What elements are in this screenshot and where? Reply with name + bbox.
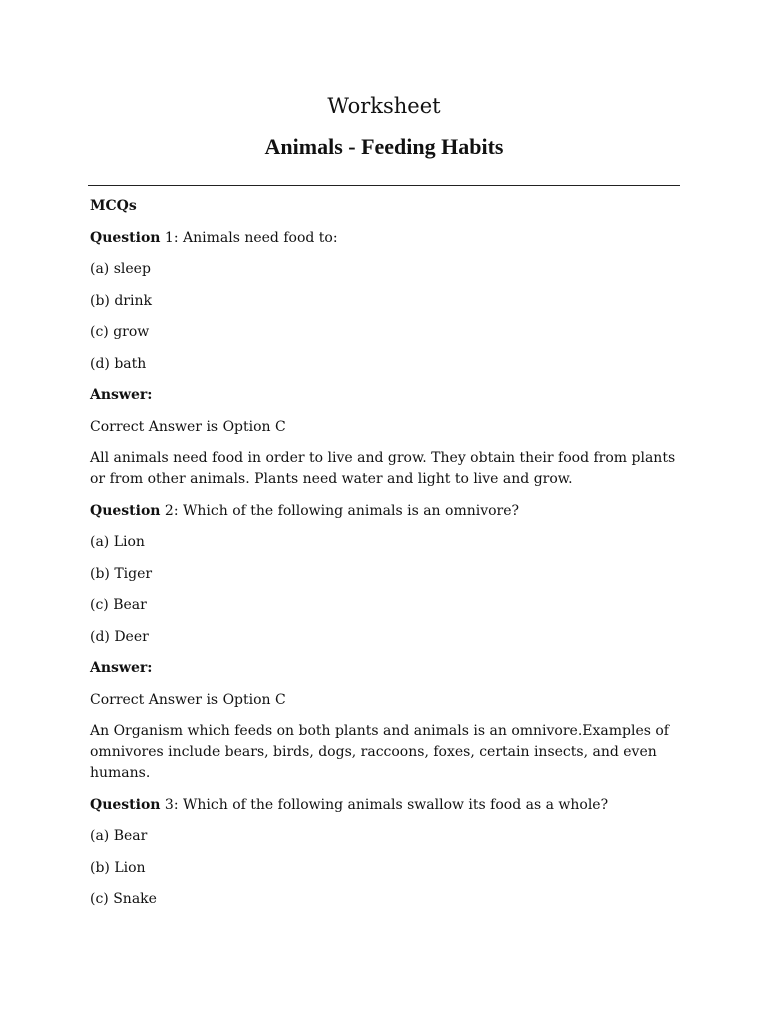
answer-explanation: All animals need food in order to live and grow. They obtain their food from plants or from other animals. Plants need water and light to live and grow. xyxy=(90,450,676,487)
title-divider xyxy=(88,185,680,186)
answer-label: Answer: xyxy=(90,387,153,403)
question-text: : Animals need food to: xyxy=(173,229,338,246)
option-d: (d) bath xyxy=(90,355,147,372)
question-text: : Which of the following animals swallow its food as a whole? xyxy=(173,796,609,813)
answer-explanation: An Organism which feeds on both plants and animals is an omnivore.Examples of omnivores include bears, birds, dogs, raccoons, foxes, certain insects, and even humans. xyxy=(90,723,669,781)
option-a: (a) Lion xyxy=(90,534,145,550)
option-b: (b) drink xyxy=(90,292,152,309)
option-c: (c) grow xyxy=(90,324,150,340)
question-label: Question xyxy=(90,796,161,813)
question-2 xyxy=(90,501,680,522)
question-3 xyxy=(90,795,680,816)
option-a: (a) sleep xyxy=(90,261,151,277)
answer-text: Correct Answer is Option C xyxy=(90,418,286,435)
question-number: 1 xyxy=(164,229,174,246)
option-a: (a) Bear xyxy=(90,828,148,844)
question-1 xyxy=(90,228,680,249)
answer-label: Answer: xyxy=(90,660,153,676)
option-b: (b) Lion xyxy=(90,859,146,876)
answer-text: Correct Answer is Option C xyxy=(90,691,286,708)
option-c: (c) Bear xyxy=(90,597,147,613)
question-text: : Which of the following animals is an omnivore? xyxy=(173,502,520,519)
question-number: 3 xyxy=(164,796,174,813)
option-b: (b) Tiger xyxy=(90,565,153,582)
question-label: Question xyxy=(90,229,161,246)
worksheet-content xyxy=(90,196,680,921)
option-c: (c) Snake xyxy=(90,891,157,907)
page-title: Worksheet xyxy=(327,94,441,118)
section-label: MCQs xyxy=(90,198,137,214)
option-d: (d) Deer xyxy=(90,628,149,645)
question-number: 2 xyxy=(164,502,174,519)
page-subtitle: Animals - Feeding Habits xyxy=(264,134,504,159)
question-label: Question xyxy=(90,502,161,519)
